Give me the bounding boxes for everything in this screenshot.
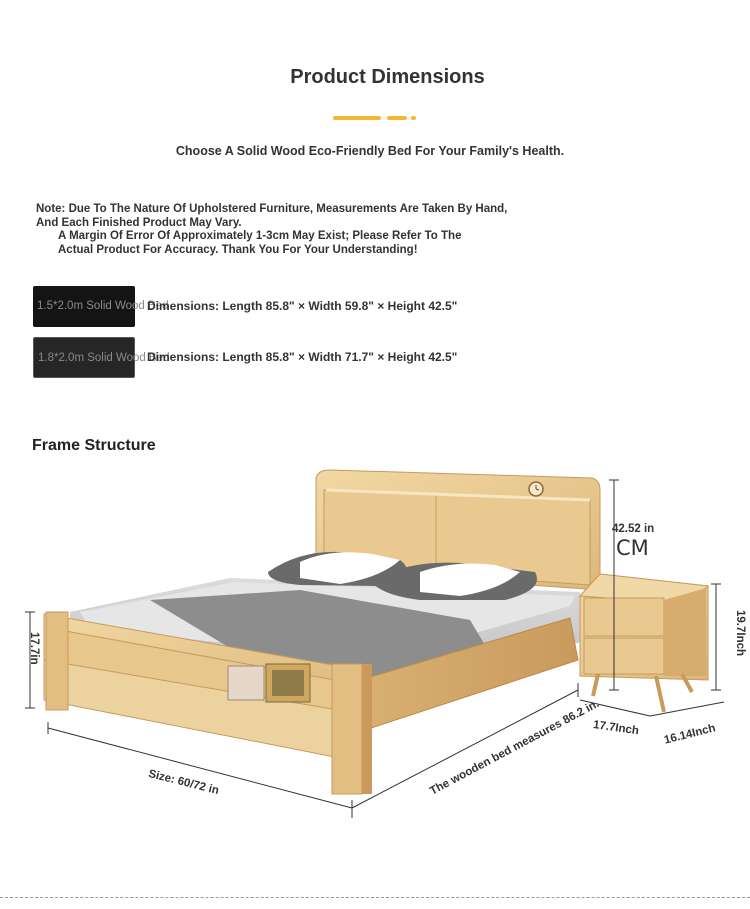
- note-line-2: And Each Finished Product May Vary.: [36, 216, 242, 229]
- bed-width-label: Size: 60/72 in: [147, 768, 221, 798]
- note-line-4: Actual Product For Accuracy. Thank You For Your Understanding!: [58, 243, 418, 256]
- note-line-1: Note: Due To The Nature Of Upholstered Furniture, Measurements Are Taken By Hand,: [36, 203, 508, 215]
- frame-structure-heading: Frame Structure: [32, 437, 156, 454]
- cm-mark: CM: [616, 536, 649, 560]
- bed-length-label: The wooden bed measures 86.2 in.: [428, 697, 602, 798]
- measurement-note: [36, 203, 507, 257]
- size-option-1-8m: 1.8*2.0m Solid Wood Bed: [33, 337, 135, 378]
- title-accent-dashes: [333, 116, 417, 120]
- page-title: Product Dimensions: [290, 66, 485, 88]
- size-option-1-5m: 1.5*2.0m Solid Wood Bed: [33, 286, 135, 327]
- bottom-divider: [0, 897, 750, 898]
- bed-illustration: [0, 460, 750, 840]
- size-1-8m-dimensions: Dimensions: Length 85.8" × Width 71.7" × Height 42.5": [147, 350, 458, 364]
- nightstand-height-label: 19.7Inch: [734, 610, 746, 657]
- nightstand-width-label: 17.7Inch: [592, 719, 640, 738]
- note-line-3: A Margin Of Error Of Approximately 1-3cm May Exist; Please Refer To The: [58, 230, 462, 242]
- headboard-height-label: 42.52 in: [612, 523, 655, 535]
- size-1-5m-dimensions: Dimensions: Length 85.8" × Width 59.8" × Height 42.5": [147, 299, 458, 313]
- footboard-height-label: 17.7in: [28, 632, 40, 665]
- page-subtitle: Choose A Solid Wood Eco-Friendly Bed For Your Family's Health.: [175, 144, 565, 158]
- nightstand-depth-label: 16.14Inch: [663, 722, 717, 747]
